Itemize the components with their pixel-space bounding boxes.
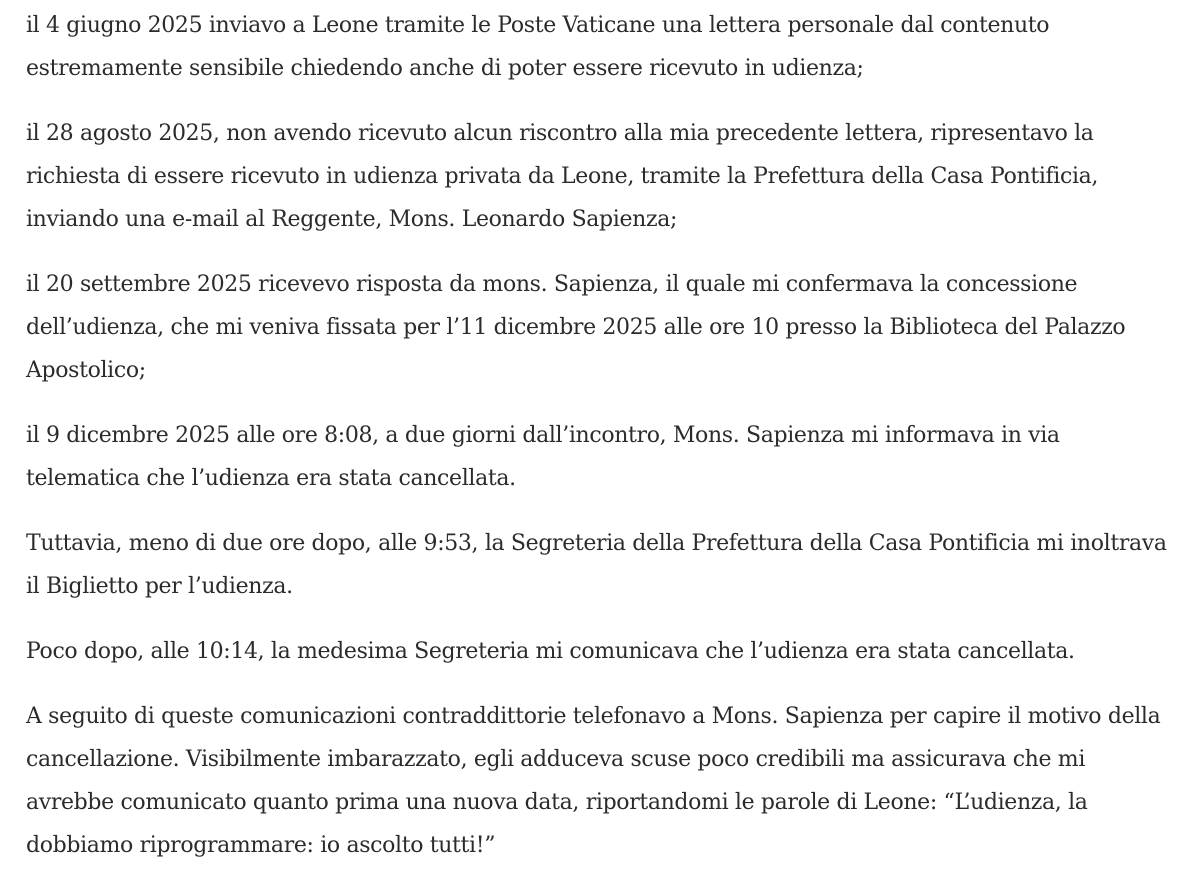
paragraph-3: il 20 settembre 2025 ricevevo risposta da mons. Sapienza, il quale mi confermava la concessione dell’udienza, che mi veniva fissata per l’11 dicembre 2025 alle ore 10 presso la Biblioteca del Palazzo Apostolico; [26, 272, 1126, 383]
paragraph-1: il 4 giugno 2025 inviavo a Leone tramite le Poste Vaticane una lettera personale dal contenuto estremamente sensibile chiedendo anche di poter essere ricevuto in udienza; [26, 13, 1050, 81]
paragraph-7: A seguito di queste comunicazioni contraddittorie telefonavo a Mons. Sapienza per capire il motivo della cancellazione. Visibilmente imbarazzato, egli adduceva scuse poco credibili ma assicurava che mi avrebbe comunicato quanto prima una nuova data, riportandomi le parole di Leone: “L’udienza, la dobbiamo riprogrammare: io ascolto tutti!” [26, 704, 1161, 858]
paragraph-6: Poco dopo, alle 10:14, la medesima Segreteria mi comunicava che l’udienza era stata cancellata. [26, 639, 1075, 664]
paragraph-5: Tuttavia, meno di due ore dopo, alle 9:53, la Segreteria della Prefettura della Casa Pontificia mi inoltrava il Biglietto per l’udienza. [26, 531, 1167, 599]
paragraph-4: il 9 dicembre 2025 alle ore 8:08, a due giorni dall’incontro, Mons. Sapienza mi informava in via telematica che l’udienza era stata cancellata. [26, 423, 1060, 491]
paragraph-2: il 28 agosto 2025, non avendo ricevuto alcun riscontro alla mia precedente lettera, ripresentavo la richiesta di essere ricevuto in udienza privata da Leone, tramite la Prefettura della Casa Pontificia, inviando una e-mail al Reggente, Mons. Leonardo Sapienza; [26, 121, 1099, 232]
